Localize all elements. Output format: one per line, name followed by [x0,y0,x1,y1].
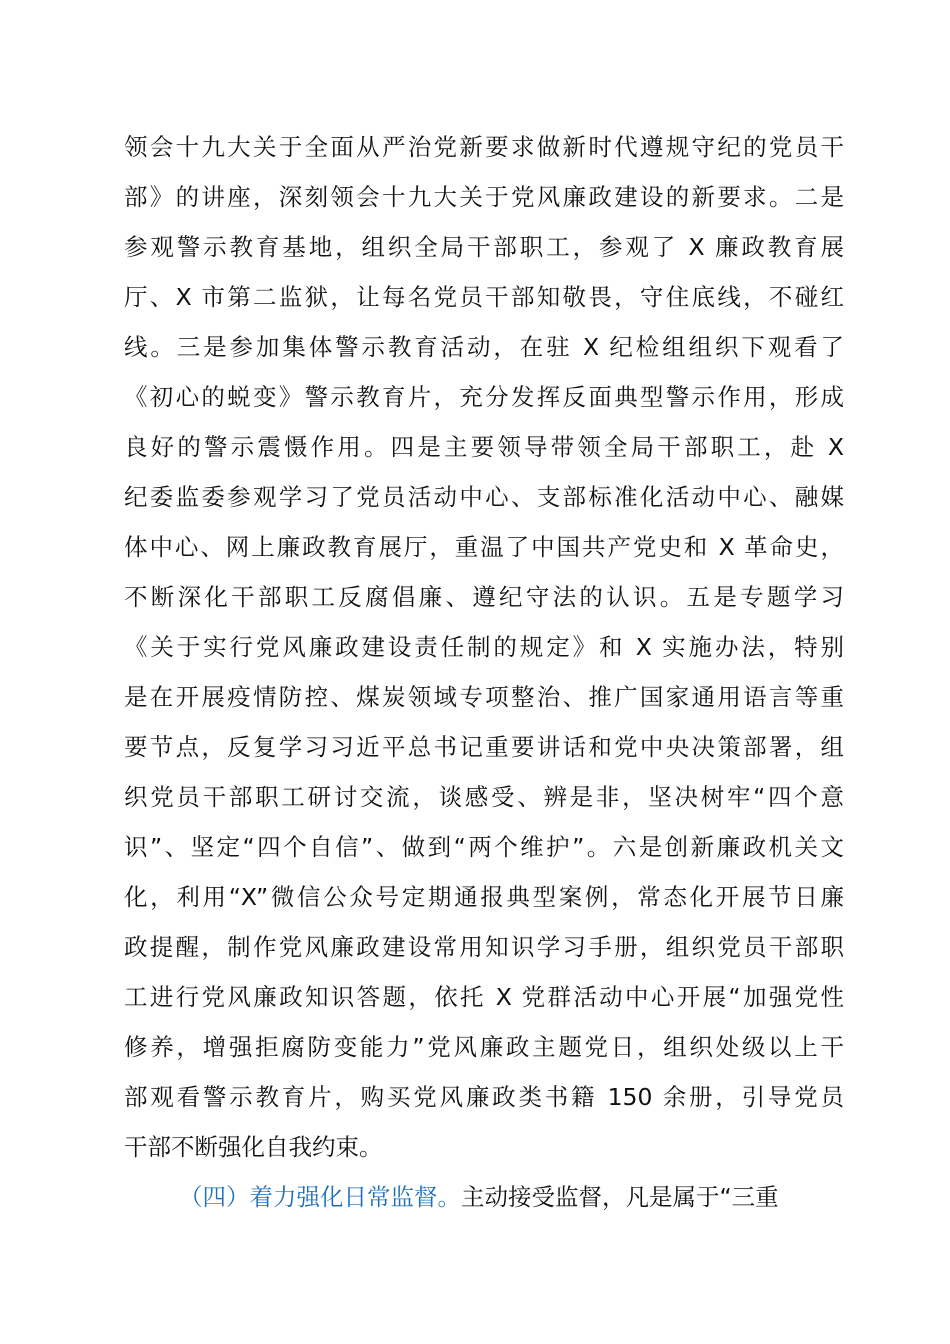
text-line: 部观看警示教育片，购买党风廉政类书籍 150 余册，引导党员 [124,1083,844,1111]
text-line: 《关于实行党风廉政建设责任制的规定》和 X 实施办法，特别 [124,633,844,661]
text-line: 《初心的蜕变》警示教育片，充分发挥反面典型警示作用，形成 [124,383,844,411]
text-line: 政提醒，制作党风廉政建设常用知识学习手册，组织党员干部职 [124,933,844,961]
text-line: 识”、坚定“四个自信”、做到“两个维护”。六是创新廉政机关文 [124,833,844,861]
text-line: 厅、X 市第二监狱，让每名党员干部知敬畏，守住底线，不碰红 [124,283,844,311]
text-line: 是在开展疫情防控、煤炭领域专项整治、推广国家通用语言等重 [124,683,844,711]
text-line: 纪委监委参观学习了党员活动中心、支部标准化活动中心、融媒 [124,483,844,511]
text-line: 体中心、网上廉政教育展厅，重温了中国共产党史和 X 革命史， [124,533,844,561]
text-line: 线。三是参加集体警示教育活动，在驻 X 纪检组组织下观看了 [124,333,844,361]
section-heading: （四）着力强化日常监督。 [179,1183,461,1211]
text-line: 化，利用“X”微信公众号定期通报典型案例，常态化开展节日廉 [124,883,844,911]
section-text: 主动接受监督，凡是属于“三重 [461,1183,779,1211]
text-line: 修养，增强拒腐防变能力”党风廉政主题党日，组织处级以上干 [124,1033,844,1061]
text-line: 织党员干部职工研讨交流，谈感受、辨是非，坚决树牢“四个意 [124,783,844,811]
body-text [124,122,844,1222]
text-line: 干部不断强化自我约束。 [124,1133,383,1161]
text-line: 领会十九大关于全面从严治党新要求做新时代遵规守纪的党员干 [124,133,844,161]
text-line: 良好的警示震慑作用。四是主要领导带领全局干部职工，赴 X [124,433,844,461]
text-line: 部》的讲座，深刻领会十九大关于党风廉政建设的新要求。二是 [124,183,844,211]
section-line [124,1172,844,1222]
text-line: 参观警示教育基地，组织全局干部职工，参观了 X 廉政教育展 [124,233,844,261]
text-line: 要节点，反复学习习近平总书记重要讲话和党中央决策部署，组 [124,733,844,761]
text-line: 不断深化干部职工反腐倡廉、遵纪守法的认识。五是专题学习 [124,583,844,611]
text-line: 工进行党风廉政知识答题，依托 X 党群活动中心开展“加强党性 [124,983,844,1011]
